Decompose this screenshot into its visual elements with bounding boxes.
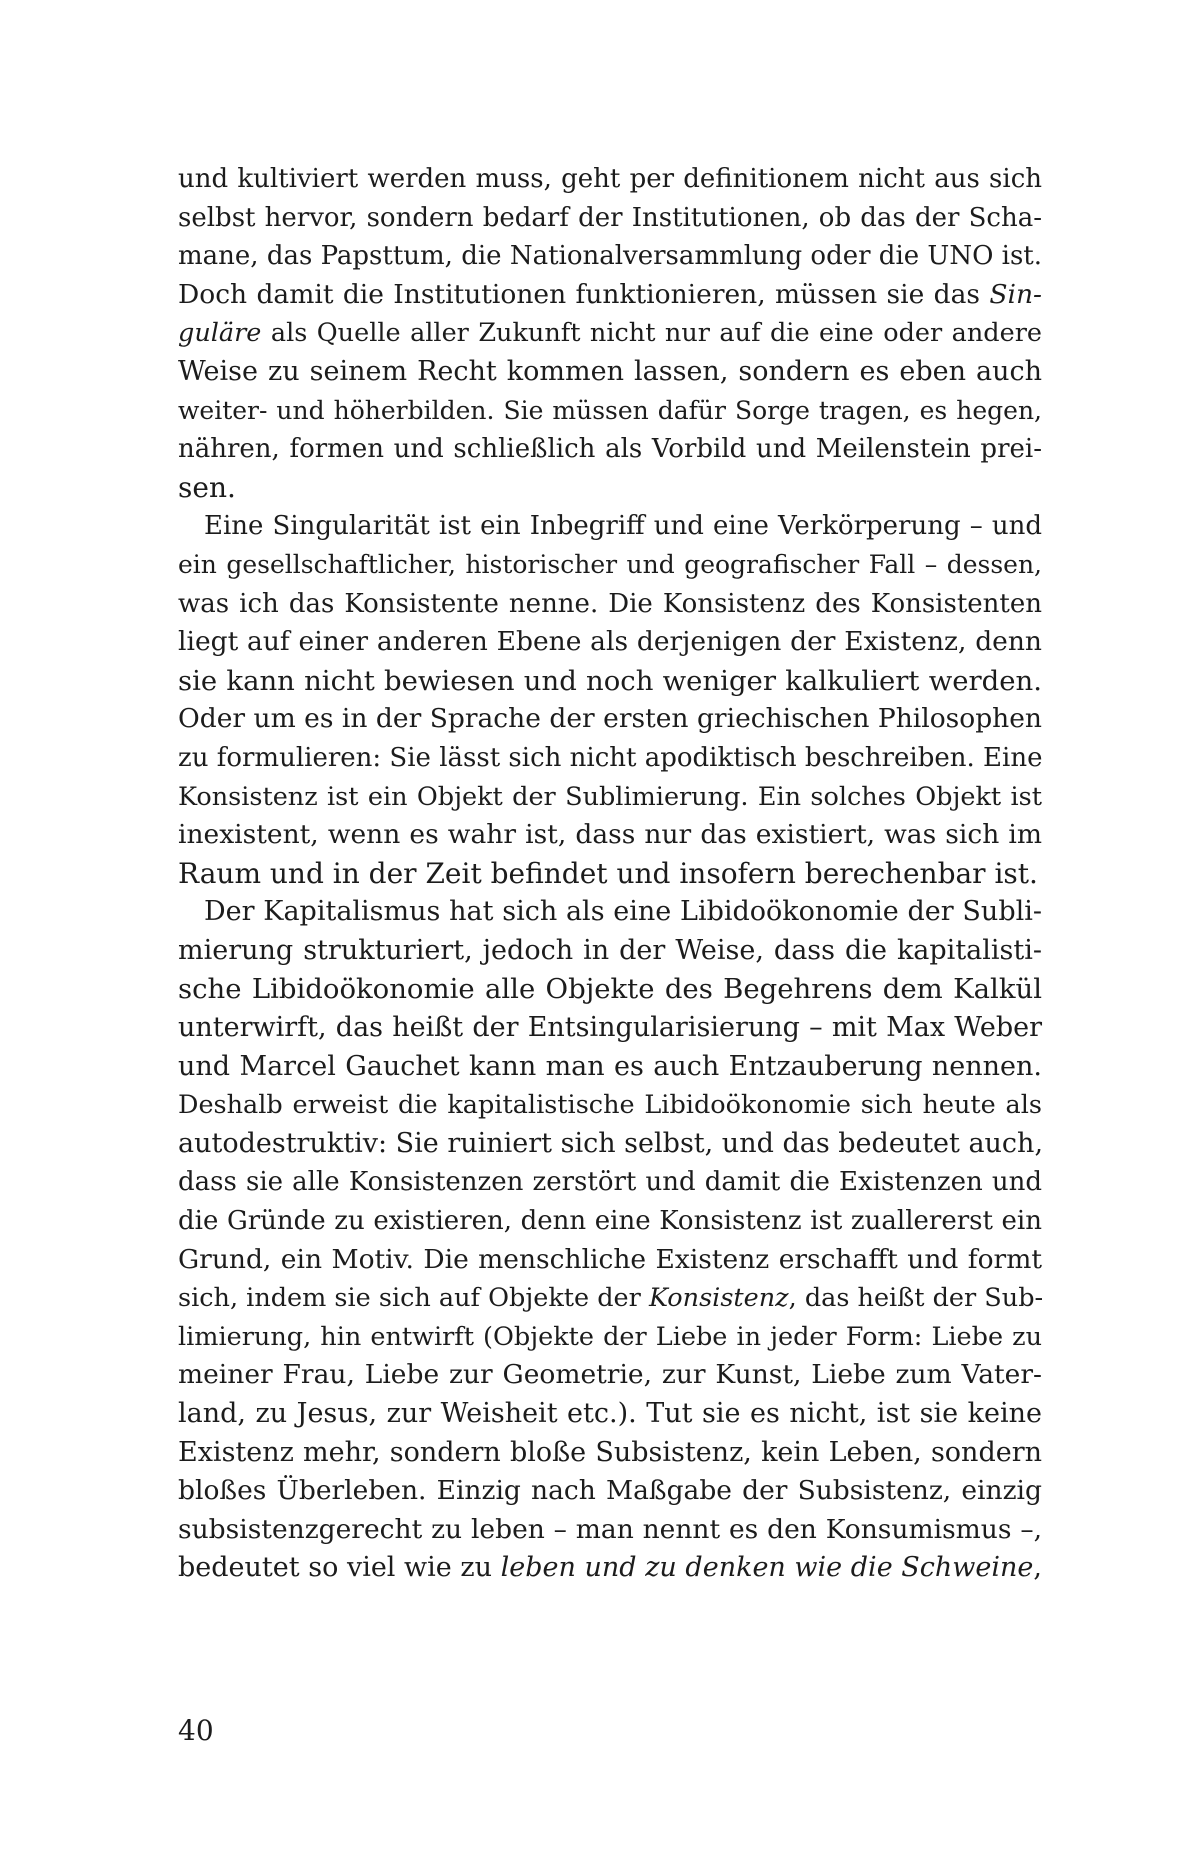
text-line: mierung strukturiert, jedoch in der Weise, dass die kapitalisti- [178, 934, 1042, 966]
text-line: meiner Frau, Liebe zur Geometrie, zur Kunst, Liebe zum Vater- [178, 1359, 1042, 1391]
text-line: weiter- und höherbilden. Sie müssen dafür Sorge tragen, es hegen, [178, 395, 1042, 425]
text-line: land, zu Jesus, zur Weisheit etc.). Tut sie es nicht, ist sie keine [178, 1398, 1042, 1429]
text-line: Oder um es in der Sprache der ersten griechischen Philosophen [178, 703, 1042, 735]
body-text [178, 160, 1042, 1588]
text-line: mane, das Papsttum, die Nationalversammlung oder die UNO ist. [178, 241, 1043, 272]
text-line: die Gründe zu existieren, denn eine Konsistenz ist zuallererst ein [178, 1206, 1042, 1237]
text-line: und Marcel Gauchet kann man es auch Entzauberung nennen. [178, 1050, 1042, 1082]
paragraph-1 [178, 160, 1042, 507]
text-line: Eine Singularität ist ein Inbegriff und eine Verkörperung – und [204, 511, 1042, 542]
text-line: liegt auf einer anderen Ebene als derjenigen der Existenz, denn [178, 626, 1042, 658]
paragraph-2 [178, 507, 1042, 893]
paragraph-3 [178, 893, 1042, 1588]
text-line: inexistent, wenn es wahr ist, dass nur das existiert, was sich im [178, 819, 1042, 851]
text-line: Grund, ein Motiv. Die menschliche Existenz erschafft und formt [178, 1243, 1042, 1275]
text-line: guläre als Quelle aller Zukunft nicht nur auf die eine oder andere [178, 318, 1042, 349]
text-line: Der Kapitalismus hat sich als eine Libidoökonomie der Subli- [204, 896, 1042, 928]
emphasis: leben und zu denken wie die Schweine [500, 1552, 1034, 1584]
page-number: 40 [178, 1714, 214, 1747]
emphasis: guläre [178, 318, 262, 349]
text-line: subsistenzgerecht zu leben – man nennt es den Konsumismus –, [178, 1513, 1042, 1545]
text-line: limierung, hin entwirft (Objekte der Liebe in jeder Form: Liebe zu [178, 1321, 1042, 1352]
text-line: sche Libidoökonomie alle Objekte des Begehrens dem Kalkül [178, 973, 1042, 1006]
text-line: Raum und in der Zeit befindet und insofern berechenbar ist. [178, 856, 1038, 890]
text-line: was ich das Konsistente nenne. Die Konsistenz des Konsistenten [178, 588, 1042, 619]
text-line: Weise zu seinem Recht kommen lassen, sondern es eben auch [178, 355, 1042, 387]
text-line: Konsistenz ist ein Objekt der Sublimierung. Ein solches Objekt ist [178, 781, 1042, 812]
text-line: sich, indem sie sich auf Objekte der Konsistenz, das heißt der Sub- [178, 1283, 1044, 1314]
text-line: autodestruktiv: Sie ruiniert sich selbst, und das bedeutet auch, [178, 1127, 1044, 1159]
text-line: ein gesellschaftlicher, historischer und geografischer Fall – dessen, [178, 549, 1042, 579]
text-line: Doch damit die Institutionen funktionieren, müssen sie das Sin- [178, 278, 1042, 310]
text-line: sie kann nicht bewiesen und noch weniger kalkuliert werden. [178, 664, 1042, 697]
emphasis: Konsistenz [648, 1283, 789, 1314]
text-line: selbst hervor, sondern bedarf der Institutionen, ob das der Scha- [178, 202, 1042, 233]
text-line: und kultiviert werden muss, geht per definitionem nicht aus sich [178, 164, 1042, 194]
emphasis: Sin- [989, 278, 1042, 310]
text-line: Existenz mehr, sondern bloße Subsistenz, kein Leben, sondern [178, 1436, 1042, 1468]
text-line: Deshalb erweist die kapitalistische Libidoökonomie sich heute als [178, 1090, 1042, 1121]
text-line: sen. [178, 470, 236, 504]
text-line: zu formulieren: Sie lässt sich nicht apodiktisch beschreiben. Eine [178, 742, 1043, 773]
text-line: unterwirft, das heißt der Entsingularisierung – mit Max Weber [178, 1012, 1042, 1044]
text-line: bedeutet so viel wie zu leben und zu denken wie die Schweine, [178, 1552, 1042, 1584]
text-line: dass sie alle Konsistenzen zerstört und damit die Existenzen und [178, 1167, 1042, 1198]
text-line: nähren, formen und schließlich als Vorbild und Meilenstein prei- [178, 434, 1042, 465]
text-line: bloßes Überleben. Einzig nach Maßgabe der Subsistenz, einzig [178, 1475, 1042, 1507]
